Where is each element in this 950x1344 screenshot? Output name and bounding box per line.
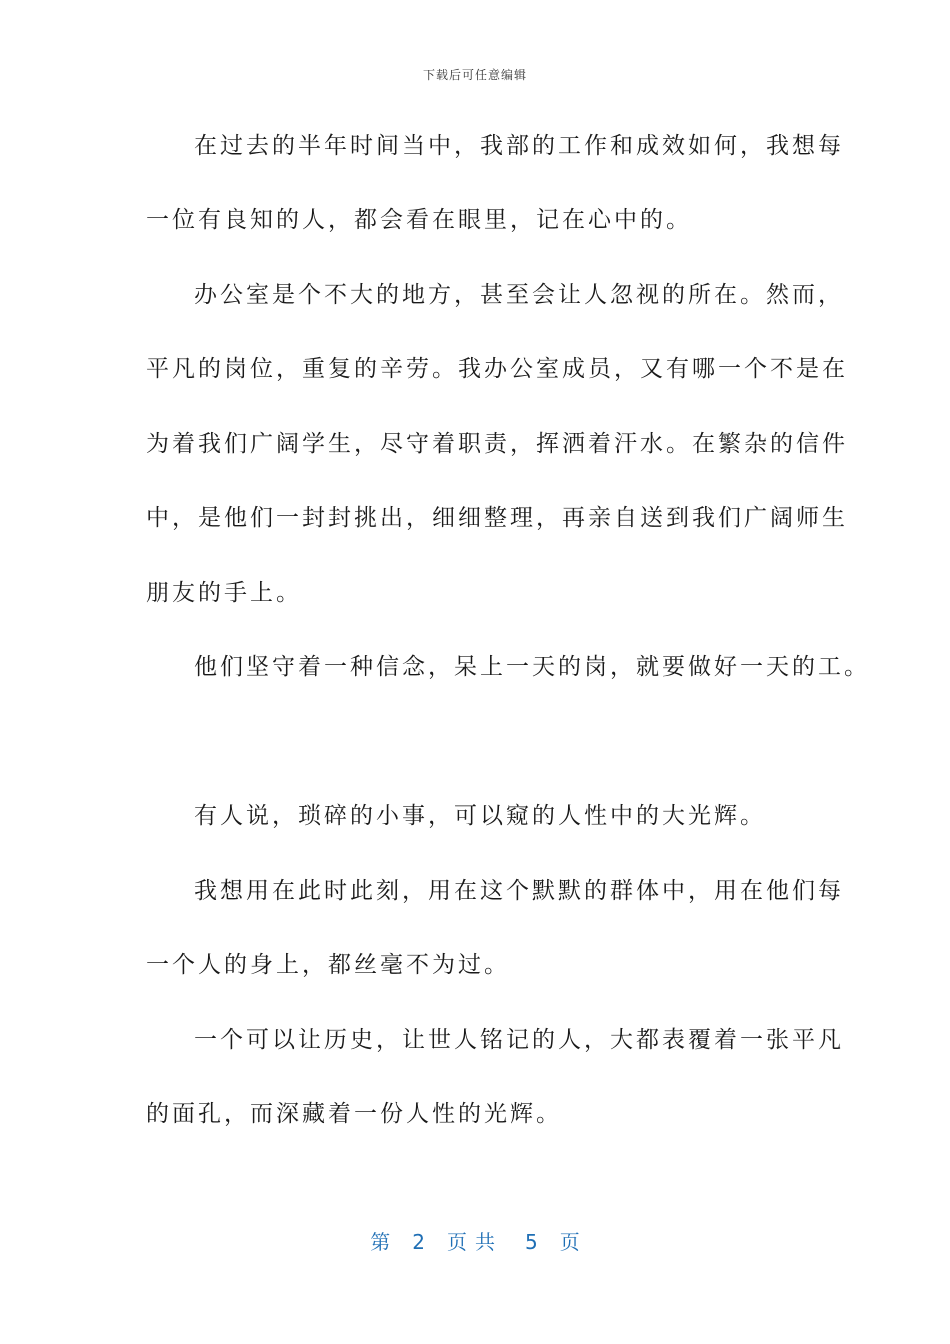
paragraph-line: 朋友的手上。 xyxy=(146,580,302,606)
page-label-suffix: 页 xyxy=(559,1230,580,1254)
paragraph-line: 一个人的身上，都丝毫不为过。 xyxy=(146,952,510,978)
paragraph-line: 平凡的岗位，重复的辛劳。我办公室成员，又有哪一个不是在 xyxy=(146,356,848,382)
paragraph-line: 办公室是个不大的地方，甚至会让人忽视的所在。然而， xyxy=(194,282,844,308)
current-page-number: 2 xyxy=(412,1230,425,1254)
page-number-footer xyxy=(0,1226,950,1255)
paragraph-line: 有人说，琐碎的小事，可以窥的人性中的大光辉。 xyxy=(194,803,766,829)
page-label-prefix: 第 xyxy=(370,1230,391,1254)
paragraph-line: 一位有良知的人，都会看在眼里，记在心中的。 xyxy=(146,207,692,233)
paragraph-line: 我想用在此时此刻，用在这个默默的群体中，用在他们每 xyxy=(194,878,844,904)
total-pages-number: 5 xyxy=(525,1230,538,1254)
header-note: 下载后可任意编辑 xyxy=(422,68,527,82)
paragraph-line: 一个可以让历史，让世人铭记的人，大都表覆着一张平凡 xyxy=(194,1027,844,1053)
page-label-mid: 页共 xyxy=(447,1230,503,1254)
paragraph-line: 的面孔，而深藏着一份人性的光辉。 xyxy=(146,1101,562,1127)
paragraph-line: 在过去的半年时间当中，我部的工作和成效如何，我想每 xyxy=(194,133,844,159)
paragraph-line: 中，是他们一封封挑出，细细整理，再亲自送到我们广阔师生 xyxy=(146,505,848,531)
paragraph-line: 为着我们广阔学生，尽守着职责，挥洒着汗水。在繁杂的信件 xyxy=(146,431,848,457)
paragraph-line: 他们坚守着一种信念，呆上一天的岗，就要做好一天的工。 xyxy=(194,654,870,680)
